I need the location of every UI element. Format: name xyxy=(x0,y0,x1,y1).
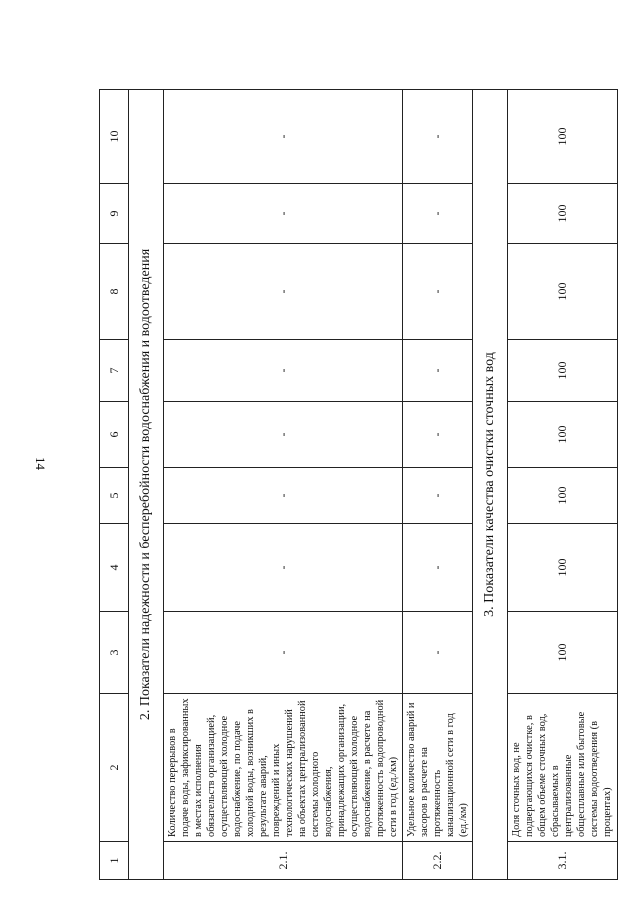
row-value: 100 xyxy=(508,468,618,524)
header-cell: 5 xyxy=(100,468,129,524)
row-number: 2.2. xyxy=(403,842,473,880)
row-value: 100 xyxy=(508,402,618,468)
row-value: - xyxy=(403,244,473,340)
section-row xyxy=(129,90,164,880)
row-value: - xyxy=(164,90,403,184)
row-value: 100 xyxy=(508,244,618,340)
row-number: 2.1. xyxy=(164,842,403,880)
row-value: - xyxy=(403,524,473,612)
indicators-table xyxy=(99,89,618,880)
header-cell: 9 xyxy=(100,184,129,244)
rotated-table-container xyxy=(99,90,613,880)
row-value: 100 xyxy=(508,524,618,612)
header-cell: 2 xyxy=(100,694,129,842)
section-title: 3. Показатели качества очистки сточных вод xyxy=(473,90,508,880)
row-value: - xyxy=(403,340,473,402)
header-row xyxy=(100,90,129,880)
header-cell: 6 xyxy=(100,402,129,468)
header-cell: 10 xyxy=(100,90,129,184)
row-value: - xyxy=(403,184,473,244)
row-value: 100 xyxy=(508,90,618,184)
row-number: 3.1. xyxy=(508,842,618,880)
page-number: 14 xyxy=(33,457,48,470)
table-row xyxy=(403,90,473,880)
row-value: - xyxy=(403,612,473,694)
header-cell: 8 xyxy=(100,244,129,340)
header-cell: 4 xyxy=(100,524,129,612)
header-cell: 7 xyxy=(100,340,129,402)
row-value: - xyxy=(164,468,403,524)
row-value: 100 xyxy=(508,612,618,694)
row-description: Доля сточных вод, не подвергающихся очистке, в общем объеме сточных вод, сбрасываемых в централизованные общесплавные или бытовые системы водоотведения (в процентах) xyxy=(508,694,618,842)
row-value: - xyxy=(403,90,473,184)
row-value: - xyxy=(164,340,403,402)
row-value: - xyxy=(164,184,403,244)
section-title: 2. Показатели надежности и бесперебойности водоснабжения и водоотведения xyxy=(129,90,164,880)
row-description: Количество перерывов в подаче воды, зафиксированных в местах исполнения обязательств организацией, осуществляющей холодное водоснабжение, по подаче холодной воды, возникших в результате аварий, повреждений и иных технологических нарушений на объектах централизованной системы холодного водоснабжения, принадлежащих организации, осуществляющей холодное водоснабжение, в расчете на протяженность водопроводной сети в год (ед./км) xyxy=(164,694,403,842)
section-row xyxy=(473,90,508,880)
row-value: 100 xyxy=(508,340,618,402)
header-cell: 1 xyxy=(100,842,129,880)
table-row xyxy=(164,90,403,880)
row-description: Удельное количество аварий и засоров в расчете на протяженность канализационной сети в год (ед./км) xyxy=(403,694,473,842)
row-value: - xyxy=(164,244,403,340)
row-value: - xyxy=(403,468,473,524)
header-cell: 3 xyxy=(100,612,129,694)
row-value: - xyxy=(403,402,473,468)
row-value: - xyxy=(164,402,403,468)
row-value: - xyxy=(164,524,403,612)
table-row xyxy=(508,90,618,880)
row-value: - xyxy=(164,612,403,694)
row-value: 100 xyxy=(508,184,618,244)
